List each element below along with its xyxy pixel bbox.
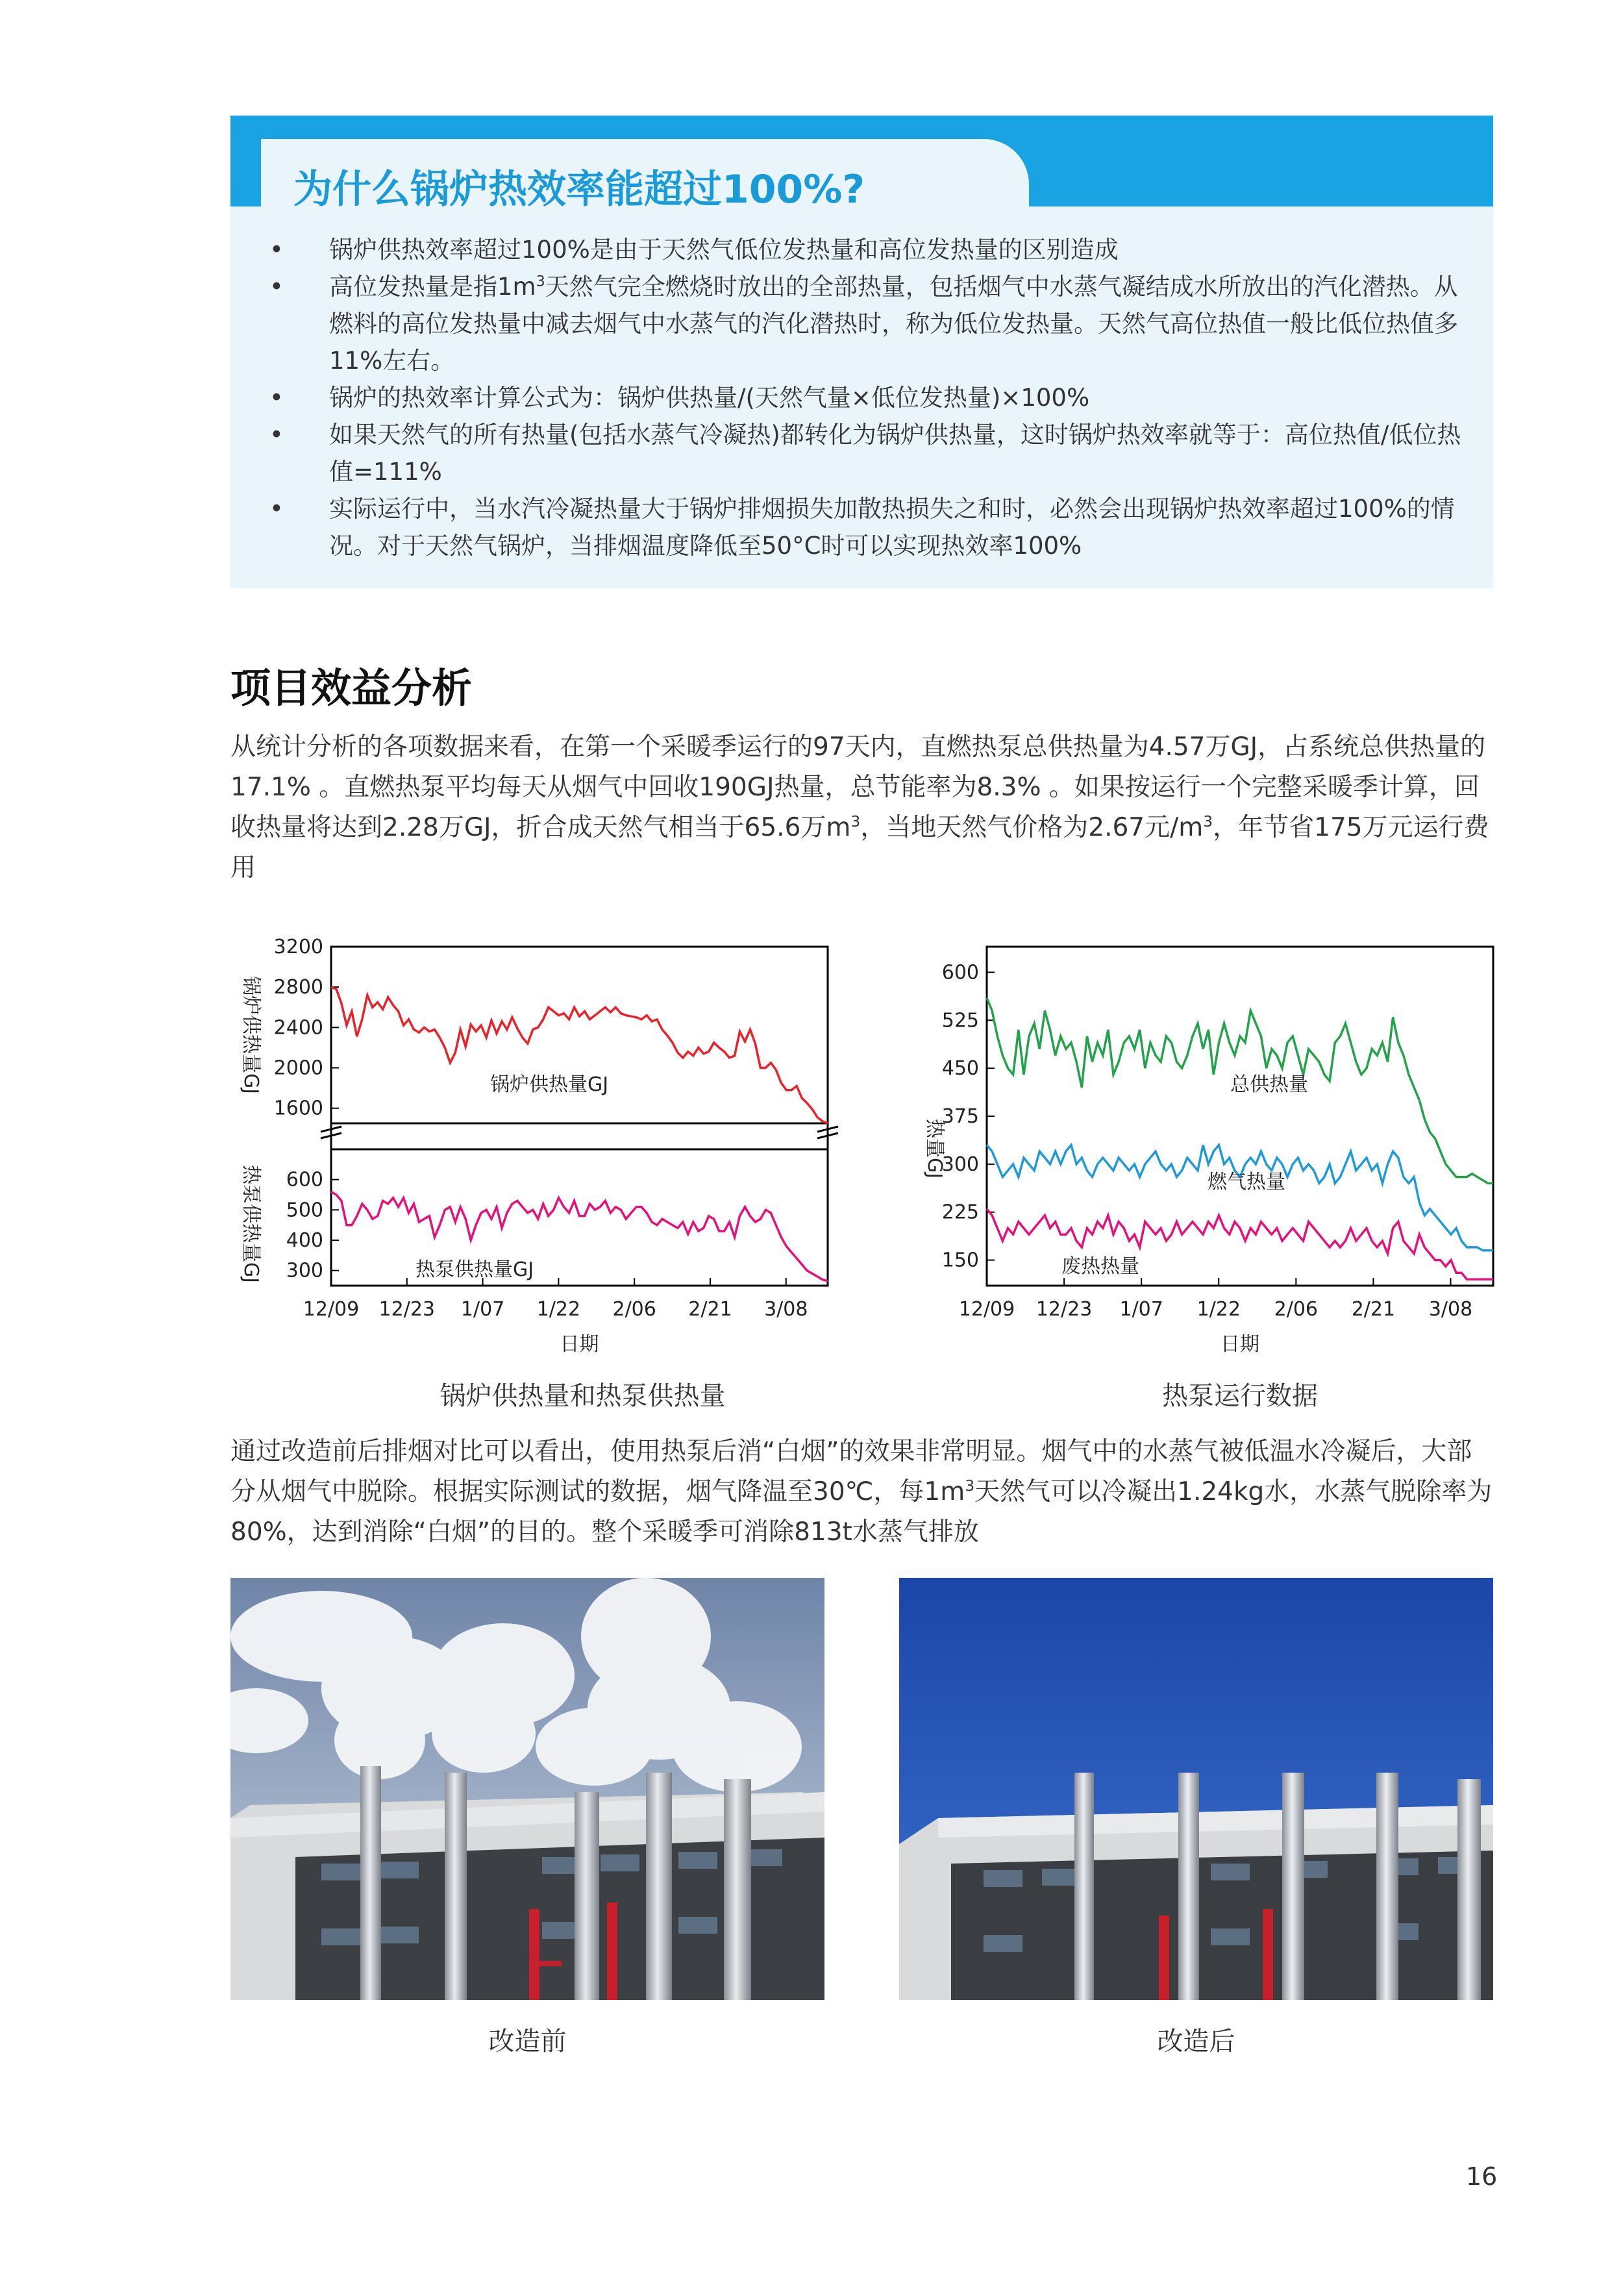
chart1-y-tick-label: 600	[286, 1168, 323, 1192]
chart1-heatpump-series-label: 热泵供热量GJ	[415, 1258, 534, 1281]
chart1-y-tick-label: 1600	[273, 1097, 323, 1120]
chart1-x-tick-label: 2/21	[688, 1298, 732, 1321]
chart1-frame	[331, 947, 828, 1286]
chart2-y-tick-label: 600	[941, 961, 979, 984]
info-bullet: • 如果天然气的所有热量(包括水蒸气冷凝热)都转化为锅炉供热量，这时锅炉热效率就等于：高位热值/低位热值=111%	[269, 416, 1477, 490]
chart1-x-tick-label: 1/22	[536, 1298, 581, 1321]
chart2-x-tick-label: 12/23	[1035, 1298, 1093, 1321]
info-bullet: • 实际运行中，当水汽冷凝热量大于锅炉排烟损失加散热损失之和时，必然会出现锅炉热效率超过100%的情况。对于天然气锅炉，当排烟温度降低至50°C时可以实现热效率100%	[269, 490, 1477, 564]
photo-after-caption: 改造后	[1157, 2027, 1235, 2056]
chart1-x-tick-label: 12/23	[378, 1298, 436, 1321]
chart2-caption: 热泵运行数据	[1162, 1381, 1318, 1411]
chart-boiler-heatpump	[230, 935, 854, 1390]
chart2-series-label-1: 燃气热量	[1208, 1171, 1285, 1193]
white-smoke-paragraph: 通过改造前后排烟对比可以看出，使用热泵后消“白烟”的效果非常明显。烟气中的水蒸气被低温水冷凝后，大部分从烟气中脱除。根据实际测试的数据，烟气降温至30℃，每$1m^3$天然气可以冷凝出1.24kg水，水蒸气脱除率为80%，达到消除“白烟”的目的。整个采暖季可消除813t水蒸气排放	[230, 1437, 1493, 1547]
chart1-y-tick-label: 500	[286, 1199, 323, 1222]
chart2-series-label-2: 废热热量	[1061, 1255, 1139, 1278]
chart1-y-tick-label: 400	[286, 1229, 323, 1252]
info-box-title: 为什么锅炉热效率能超过100%?	[293, 167, 865, 212]
info-box	[230, 116, 1493, 588]
chart2-x-tick-label: 3/08	[1428, 1298, 1473, 1321]
chart1-y-tick-label: 2000	[273, 1056, 323, 1080]
chart1-y-tick-label: 300	[286, 1259, 323, 1282]
chart2-y-tick-label: 300	[941, 1153, 979, 1176]
photo-before	[230, 1578, 824, 2000]
chart1-y-axis-label-heatpump: 热泵供热量GJ	[240, 1164, 262, 1284]
chart2-y-axis-label: 热量GJ	[923, 1118, 946, 1179]
chart1-y-axis-label-boiler: 锅炉供热量GJ	[240, 975, 262, 1095]
chart1-x-tick-label: 3/08	[764, 1298, 808, 1321]
chart-heatpump-operation	[886, 935, 1509, 1390]
benefit-paragraph: 从统计分析的各项数据来看，在第一个采暖季运行的97天内，直燃热泵总供热量为4.57万GJ，占系统总供热量的17.1% 。直燃热泵平均每天从烟气中回收190GJ热量，总节能率为8.3% 。如果按运行一个完整采暖季计算，回收热量将达到2.28万GJ，折合成天然气相当于65.6万$m^3$，当地天然气价格为2.67元$/m^3$，年节省175万元运行费用	[230, 732, 1489, 882]
info-bullet: • 锅炉的热效率计算公式为：锅炉供热量/(天然气量×低位发热量)×100%	[269, 379, 1477, 416]
chart2-y-tick-label: 525	[941, 1009, 979, 1032]
chart1-y-tick-label: 3200	[273, 936, 323, 958]
page-number: 16	[1466, 2162, 1498, 2191]
photo-before-caption: 改造前	[488, 2027, 567, 2056]
chart2-x-tick-label: 2/06	[1274, 1298, 1319, 1321]
section-title: 项目效益分析	[230, 664, 473, 712]
chart2-y-tick-label: 450	[941, 1057, 979, 1080]
info-bullet: • 高位发热量是指$1m^3$天然气完全燃烧时放出的全部热量，包括烟气中水蒸气凝结成水所放出的汽化潜热。从燃料的高位发热量中减去烟气中水蒸气的汽化潜热时，称为低位发热量。天然气高位热值一般比低位热值多11%左右。	[269, 268, 1477, 379]
chart1-boiler-series-line	[331, 987, 828, 1123]
chart1-caption: 锅炉供热量和热泵供热量	[440, 1381, 726, 1411]
chart1-axis-break-gap	[325, 1127, 834, 1145]
chart1-x-tick-label: 2/06	[612, 1298, 656, 1321]
chart2-x-tick-label: 1/22	[1196, 1298, 1241, 1321]
info-bullet: • 锅炉供热效率超过100%是由于天然气低位发热量和高位发热量的区别造成	[269, 231, 1477, 268]
chart2-x-tick-label: 1/07	[1119, 1298, 1163, 1321]
chart2-y-tick-label: 375	[941, 1105, 979, 1128]
chart1-y-tick-label: 2400	[273, 1016, 323, 1040]
chart2-y-tick-label: 150	[941, 1249, 979, 1272]
info-bullet-list	[269, 231, 1477, 564]
chart2-x-tick-label: 12/09	[958, 1298, 1015, 1321]
chart1-heatpump-series-line	[331, 1192, 828, 1281]
chart1-boiler-series-label: 锅炉供热量GJ	[490, 1073, 609, 1096]
chart1-x-axis-label: 日期	[560, 1333, 599, 1356]
chart2-x-axis-label: 日期	[1220, 1333, 1259, 1356]
chart1-x-tick-label: 1/07	[460, 1298, 505, 1321]
chart1-x-tick-label: 12/09	[303, 1298, 360, 1321]
chart2-series-label-0: 总供热量	[1230, 1073, 1308, 1096]
chart2-y-tick-label: 225	[941, 1201, 979, 1224]
chart2-x-tick-label: 2/21	[1351, 1298, 1396, 1321]
chart1-y-tick-label: 2800	[273, 976, 323, 999]
photo-after	[899, 1578, 1493, 2000]
